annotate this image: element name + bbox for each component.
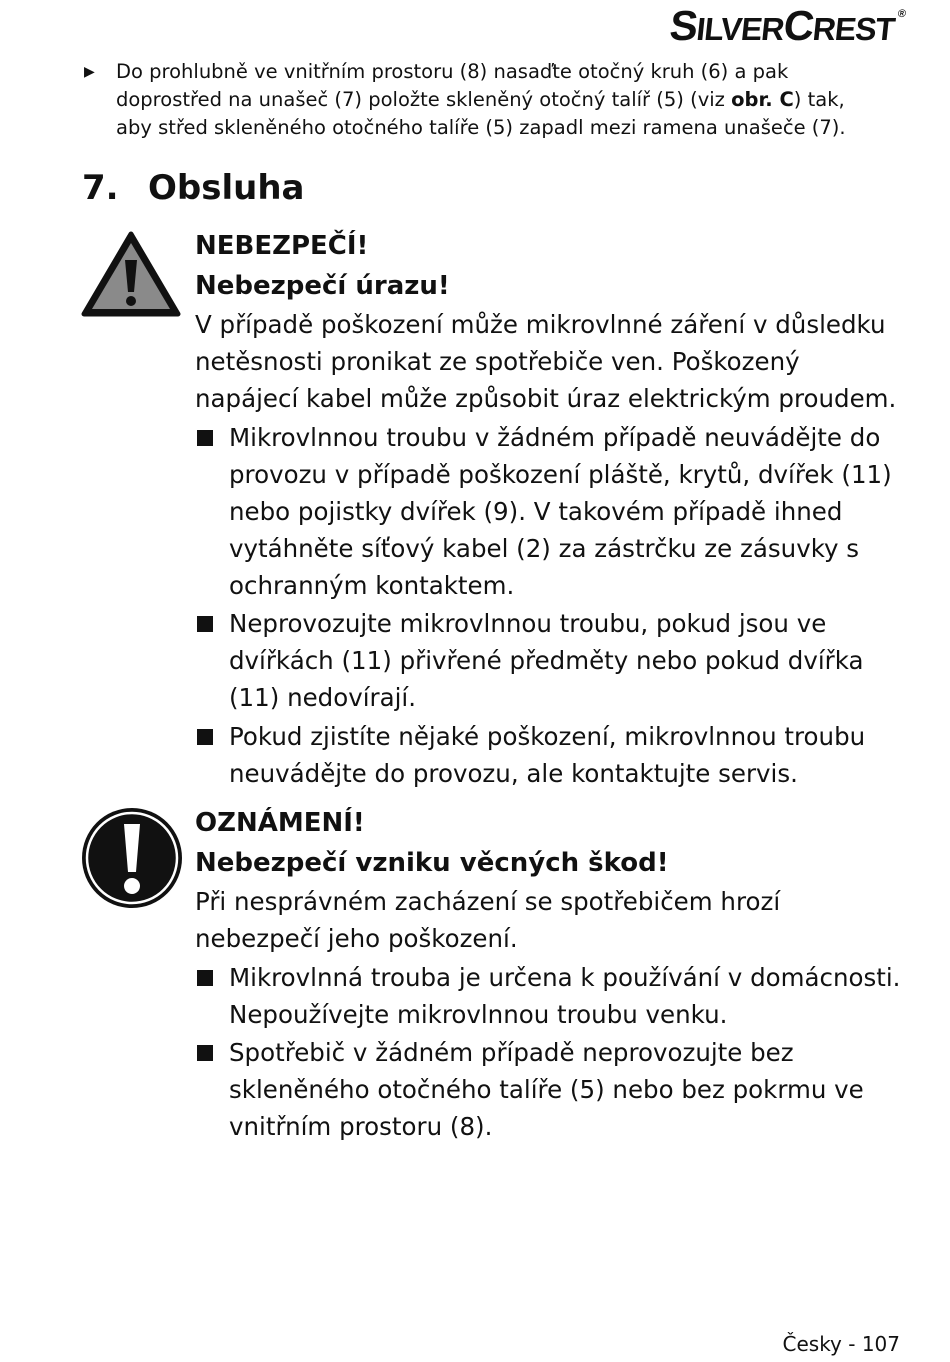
square-bullet-icon	[197, 430, 213, 446]
warning-bullet-list	[195, 419, 910, 792]
section-heading	[82, 168, 305, 208]
silvercrest-logo: SILVERCREST®	[667, 2, 906, 49]
list-item: Mikrovlnná trouba je určena k používání v domácnosti. Nepoužívejte mikrovlnnou troubu venku.	[195, 959, 910, 1033]
list-item: Pokud zjistíte nějaké poškození, mikrovlnnou troubu neuvádějte do provozu, ale kontaktujte servis.	[195, 718, 910, 792]
arrow-marker-icon: ▶	[84, 64, 95, 80]
page-number: Česky - 107	[782, 1332, 900, 1356]
list-item: Spotřebič v žádném případě neprovozujte bez skleněného otočného talíře (5) nebo bez pokrmu ve vnitřním prostoru (8).	[195, 1034, 910, 1145]
notice-block	[195, 803, 910, 1145]
warning-label: NEBEZPEČÍ!	[195, 231, 369, 261]
notice-bullet-list	[195, 959, 910, 1146]
section-title: Obsluha	[148, 168, 305, 208]
figure-reference: obr. C	[731, 88, 794, 111]
notice-label: OZNÁMENÍ!	[195, 808, 365, 838]
list-item: Mikrovlnnou troubu v žádném případě neuvádějte do provozu v případě poškození pláště, krytů, dvířek (11) nebo pojistky dvířek (9). V takovém případě ihned vytáhněte síťový kabel (2) za zástrčku ze zásuvky s ochranným kontaktem.	[195, 419, 910, 604]
warning-block	[195, 226, 910, 792]
exclamation-circle-icon	[80, 806, 184, 910]
warning-subtitle: Nebezpečí úrazu!	[195, 271, 450, 301]
square-bullet-icon	[197, 1045, 213, 1061]
intro-text: Do prohlubně ve vnitřním prostoru (8) nasaďte otočný kruh (6) a pak doprostřed na unašeč (7) položte skleněný otočný talíř (5) (viz obr. C) tak, aby střed skleněného otočného talíře (5) zapadl mezi ramena unašeče (7).	[116, 60, 846, 139]
square-bullet-icon	[197, 970, 213, 986]
notice-text: Při nesprávném zacházení se spotřebičem hrozí nebezpečí jeho poškození.	[195, 887, 781, 953]
square-bullet-icon	[197, 616, 213, 632]
section-number: 7.	[82, 168, 119, 208]
list-item: Neprovozujte mikrovlnnou troubu, pokud jsou ve dvířkách (11) přivřené předměty nebo pokud dvířka (11) nedovírají.	[195, 605, 910, 716]
warning-triangle-icon	[80, 230, 182, 318]
square-bullet-icon	[197, 729, 213, 745]
intro-instruction	[84, 58, 884, 142]
notice-subtitle: Nebezpečí vzniku věcných škod!	[195, 848, 669, 878]
warning-text: V případě poškození může mikrovlnné záření v důsledku netěsnosti pronikat ze spotřebiče ven. Poškozený napájecí kabel může způsobit úraz elektrickým proudem.	[195, 310, 897, 413]
